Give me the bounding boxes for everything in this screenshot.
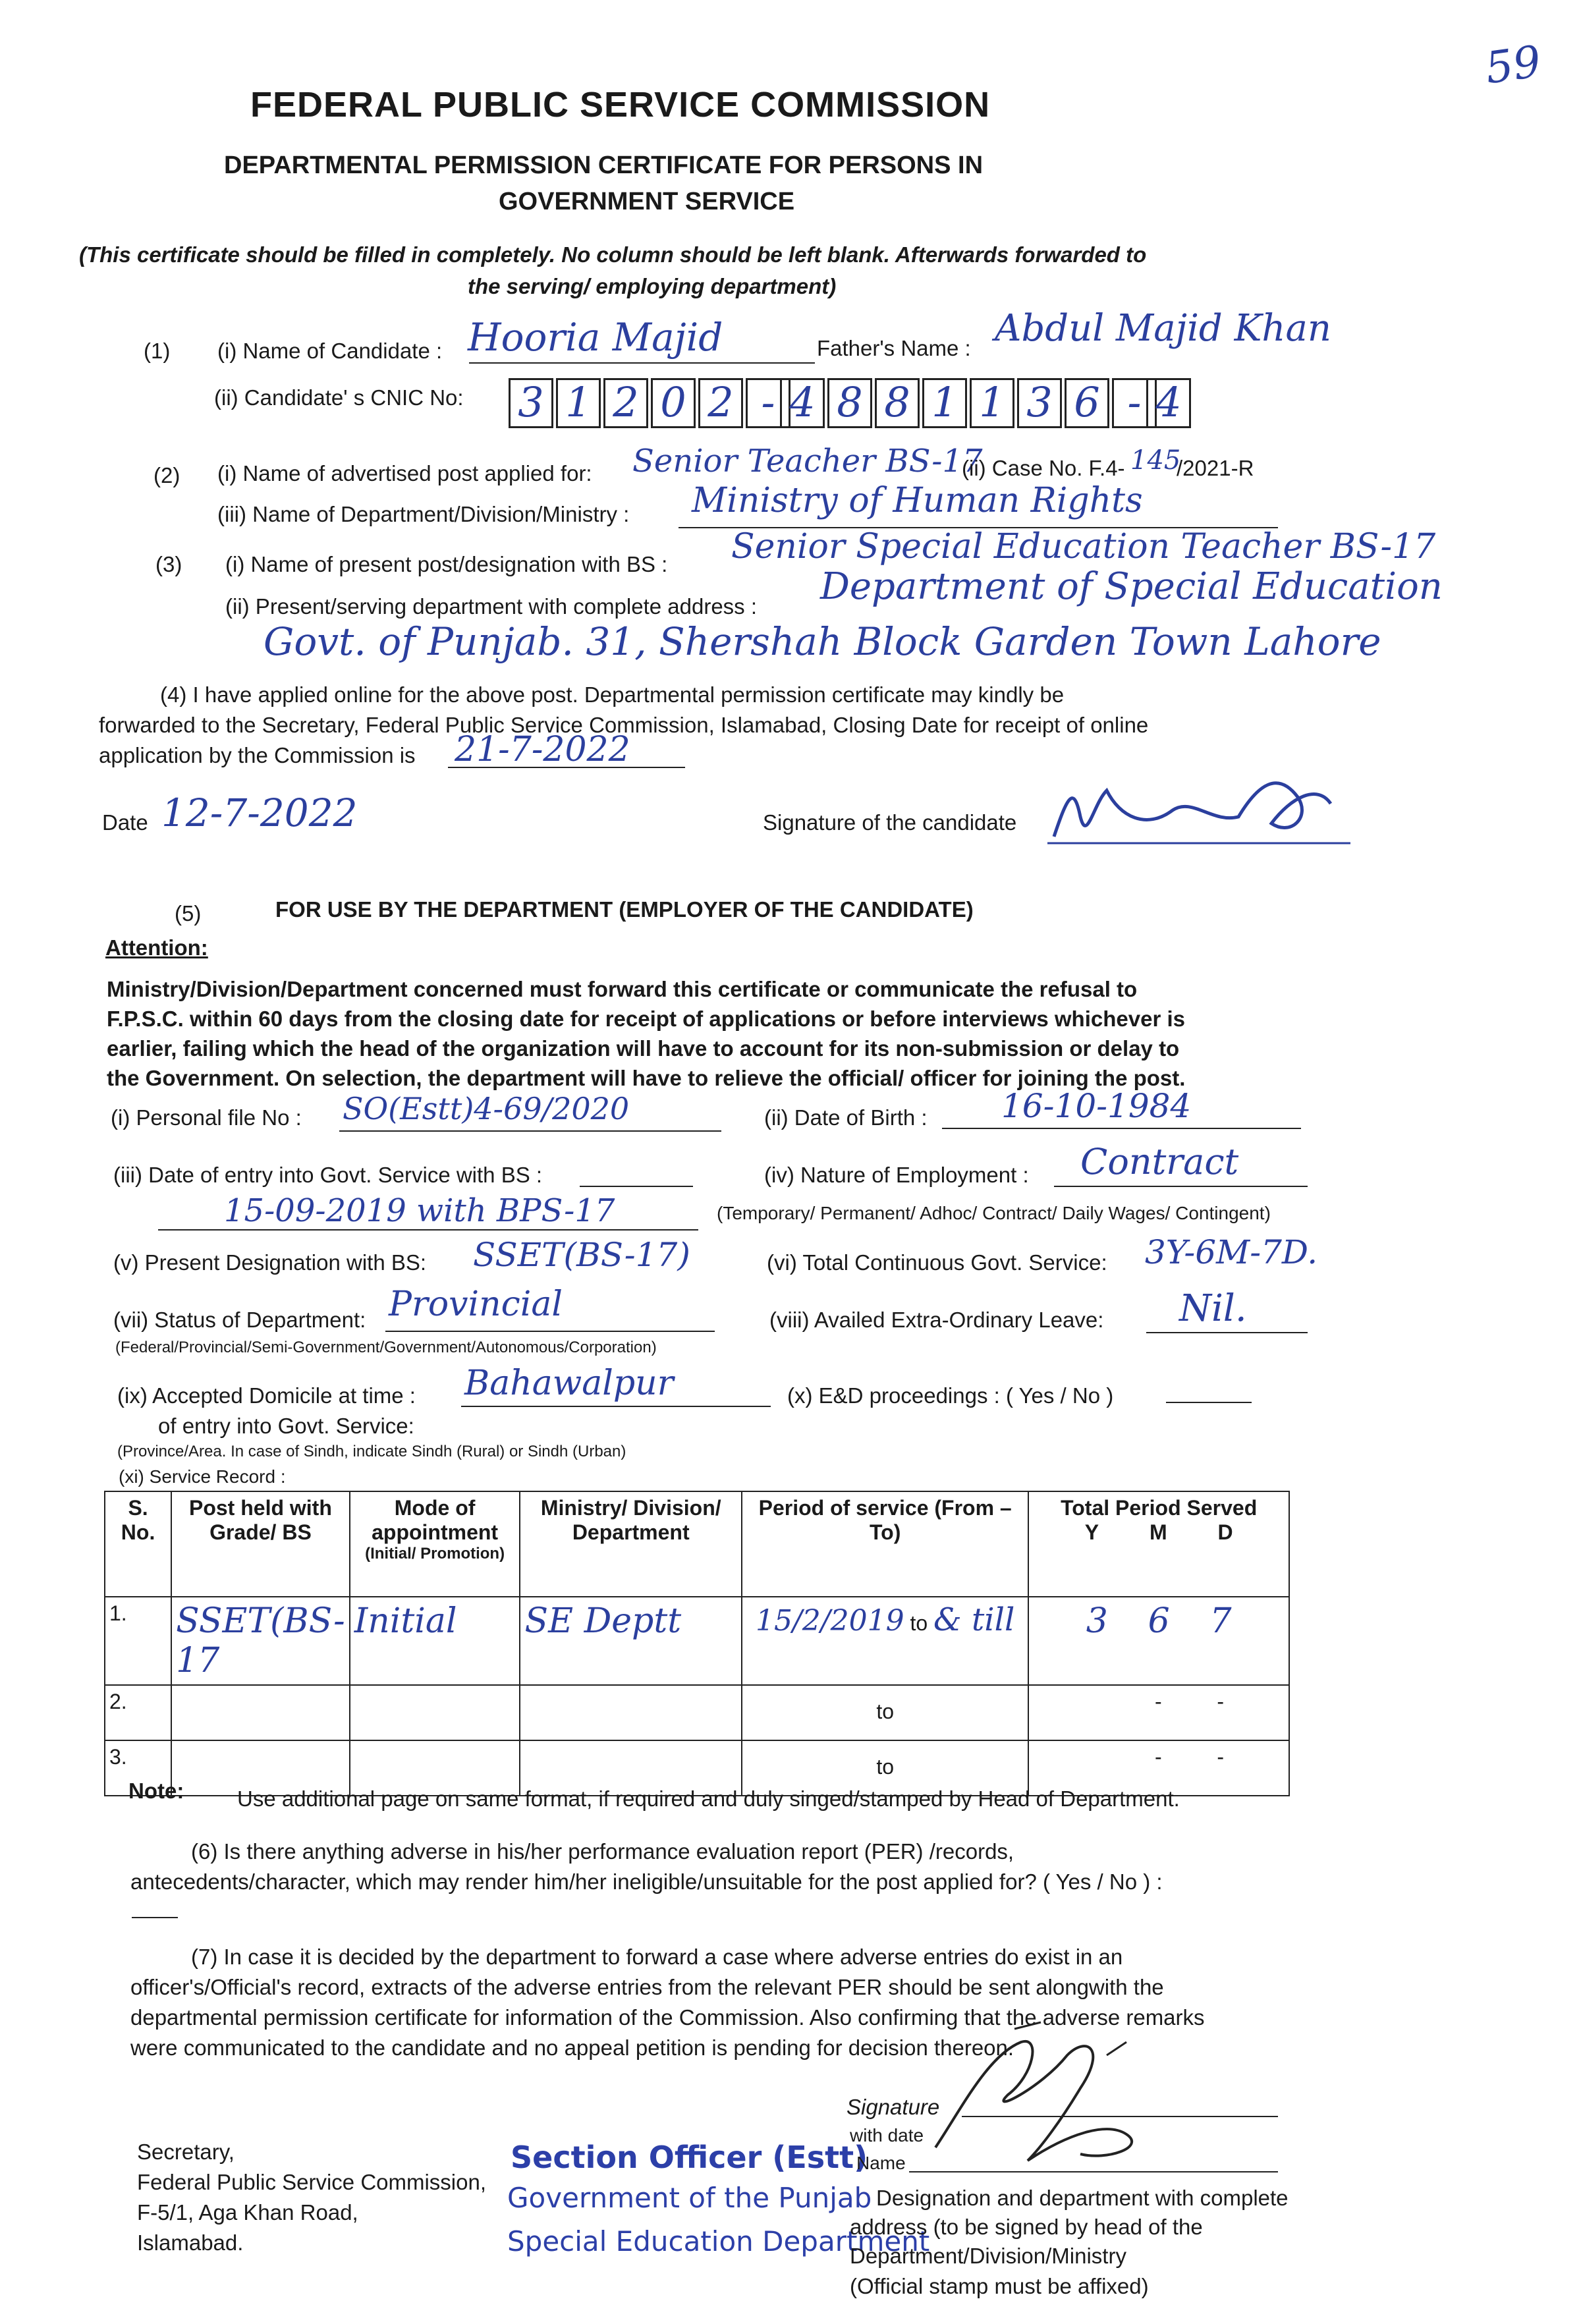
present-post-label: (i) Name of present post/designation with BS : <box>225 552 668 576</box>
designation-note-line1: Designation and department with complete <box>876 2186 1289 2210</box>
name-label: Name <box>856 2153 906 2173</box>
header-mode-sub: (Initial/ Promotion) <box>365 1545 505 1563</box>
cnic-digit: 3 <box>518 378 544 426</box>
header-d: D <box>1217 1520 1233 1544</box>
advertised-post-value: Senior Teacher BS-17 <box>632 443 983 480</box>
section7-line2: officer's/Official's record, extracts of the adverse entries from the relevant PER should be sent alongwith the <box>130 1975 1164 1999</box>
period-from: 15/2/2019 <box>755 1604 904 1638</box>
address-fpsc: Federal Public Service Commission, <box>137 2170 487 2194</box>
section1-number: (1) <box>144 339 171 363</box>
entry-date-line-top <box>580 1186 693 1187</box>
personal-file-value: SO(Estt)4-69/2020 <box>343 1091 630 1126</box>
eol-line <box>1146 1332 1308 1333</box>
status-line <box>385 1331 715 1332</box>
total-service-value: 3Y-6M-7D. <box>1145 1233 1318 1271</box>
cnic-label: (ii) Candidate' s CNIC No: <box>214 385 464 410</box>
cnic-digit: 8 <box>884 378 910 426</box>
total-m: - <box>1154 1745 1162 1769</box>
service-record-label: (xi) Service Record : <box>119 1466 286 1487</box>
section6-line <box>132 1917 178 1918</box>
date-label: Date <box>102 810 148 835</box>
department-value: Ministry of Human Rights <box>692 481 1143 520</box>
cnic-digit: 0 <box>660 378 686 426</box>
section7-line4: were communicated to the candidate and no appeal petition is pending for decision thereon. <box>130 2035 1014 2060</box>
period-to-label: to <box>904 1611 934 1635</box>
ed-proceedings-label: (x) E&D proceedings : ( Yes / No ) <box>787 1383 1114 1408</box>
designation-value: SSET(BS-17) <box>473 1236 690 1274</box>
address-secretary: Secretary, <box>137 2140 235 2164</box>
section4-line1: (4) I have applied online for the above post. Departmental permission certificate may kindly be <box>160 682 1065 707</box>
section4-line3: application by the Commission is <box>99 743 416 767</box>
total-d: - <box>1217 1690 1225 1713</box>
status-value: Provincial <box>389 1285 563 1324</box>
entry-date-line <box>158 1229 698 1231</box>
cnic-dash: - <box>761 378 775 426</box>
cell-ministry: SE Deptt <box>520 1597 742 1685</box>
personal-file-line <box>339 1130 721 1132</box>
designation-note-line2: address (to be signed by head of the <box>850 2215 1203 2239</box>
period-to-label: to <box>876 1755 894 1779</box>
domicile-line <box>461 1406 771 1407</box>
cnic-digit: 1 <box>979 378 1005 426</box>
total-service-label: (vi) Total Continuous Govt. Service: <box>767 1250 1107 1275</box>
note-text: Use additional page on same format, if required and duly singed/stamped by Head of Department. <box>237 1786 1180 1811</box>
cell-period <box>742 1597 1028 1685</box>
table-header-row <box>105 1491 1289 1597</box>
candidate-name-value: Hooria Majid <box>468 315 723 360</box>
officer-signature <box>909 2016 1186 2174</box>
header-total-label: Total Period Served <box>1061 1496 1258 1520</box>
cnic-digit: 1 <box>565 378 592 426</box>
header-mode <box>350 1491 520 1597</box>
case-number-label: (ii) Case No. F.4- <box>962 456 1125 480</box>
dob-label: (ii) Date of Birth : <box>764 1105 928 1130</box>
cell-sno: 2. <box>105 1685 171 1740</box>
header-total <box>1028 1491 1289 1597</box>
cell-total <box>1028 1597 1289 1685</box>
section4-line2: forwarded to the Secretary, Federal Public Service Commission, Islamabad, Closing Date for receipt of online <box>99 713 1149 737</box>
header-period: Period of service (From – To) <box>742 1491 1028 1597</box>
section6-line2: antecedents/character, which may render him/her ineligible/unsuitable for the post applied for? ( Yes / No ) : <box>130 1869 1163 1894</box>
cnic-digit: 6 <box>1074 378 1100 426</box>
section2-number: (2) <box>153 463 180 487</box>
domicile-label2: of entry into Govt. Service: <box>158 1414 414 1438</box>
entry-date-label: (iii) Date of entry into Govt. Service with BS : <box>113 1163 543 1187</box>
address-city: Islamabad. <box>137 2230 244 2255</box>
section5-number: (5) <box>175 901 202 926</box>
with-date-label: with date <box>850 2125 924 2145</box>
cnic-digit: 4 <box>1155 378 1182 426</box>
candidate-signature <box>1041 744 1357 856</box>
designation-label: (v) Present Designation with BS: <box>113 1250 427 1275</box>
personal-file-label: (i) Personal file No : <box>111 1105 302 1130</box>
section3-number: (3) <box>155 552 182 576</box>
address-value-line1: Department of Special Education <box>820 565 1443 608</box>
stamp-department: Special Education Department <box>507 2225 930 2257</box>
ed-line <box>1166 1402 1252 1403</box>
nature-label: (iv) Nature of Employment : <box>764 1163 1029 1187</box>
cell-post: SSET(BS-17 <box>171 1597 350 1685</box>
candidate-name-label: (i) Name of Candidate : <box>217 339 443 363</box>
total-d: 7 <box>1209 1601 1232 1641</box>
address-value-line2: Govt. of Punjab. 31, Shershah Block Garden Town Lahore <box>264 619 1381 664</box>
certificate-title-line2: GOVERNMENT SERVICE <box>499 188 795 215</box>
designation-note-line3: Department/Division/Ministry <box>850 2244 1126 2268</box>
total-m: 6 <box>1148 1601 1170 1641</box>
nature-options: (Temporary/ Permanent/ Adhoc/ Contract/ Daily Wages/ Contingent) <box>717 1203 1271 1223</box>
domicile-note: (Province/Area. In case of Sindh, indicate Sindh (Rural) or Sindh (Urban) <box>117 1443 626 1460</box>
cell-post <box>171 1685 350 1740</box>
cnic-digit: 4 <box>789 378 816 426</box>
cell-ministry <box>520 1685 742 1740</box>
cnic-digit: 8 <box>837 378 863 426</box>
candidate-name-line <box>469 362 815 364</box>
eol-label: (viii) Availed Extra-Ordinary Leave: <box>769 1308 1104 1332</box>
instruction-line1: (This certificate should be filled in completely. No column should be left blank. Afterwards forwarded to <box>79 242 1147 267</box>
status-options: (Federal/Provincial/Semi-Government/Government/Autonomous/Corporation) <box>115 1339 657 1356</box>
advertised-post-label: (i) Name of advertised post applied for: <box>217 461 592 485</box>
cell-period <box>742 1685 1028 1740</box>
total-m: - <box>1154 1690 1162 1713</box>
cell-sno: 3. <box>105 1740 171 1796</box>
header-ministry: Ministry/ Division/ Department <box>520 1491 742 1597</box>
attention-label: Attention: <box>105 935 208 960</box>
attention-line1: Ministry/Division/Department concerned must forward this certificate or communicate the refusal to <box>107 977 1138 1001</box>
total-y <box>1094 1690 1099 1714</box>
header-mode-label: Mode of appointment <box>372 1496 499 1544</box>
domicile-label: (ix) Accepted Domicile at time : <box>117 1383 416 1408</box>
page-title: FEDERAL PUBLIC SERVICE COMMISSION <box>250 85 991 124</box>
total-y: 3 <box>1086 1601 1108 1641</box>
section6-line1: (6) Is there anything adverse in his/her performance evaluation report (PER) /records, <box>191 1839 1014 1864</box>
date-value: 12-7-2022 <box>161 790 358 835</box>
attention-line2: F.P.S.C. within 60 days from the closing date for receipt of applications or before interviews whichever is <box>107 1007 1185 1031</box>
address-label: (ii) Present/serving department with complete address : <box>225 594 758 619</box>
section7-line1: (7) In case it is decided by the department to forward a case where adverse entries do exist in an <box>191 1945 1123 1969</box>
designation-note-line4: (Official stamp must be affixed) <box>850 2274 1149 2298</box>
cell-mode <box>350 1685 520 1740</box>
case-number-suffix: /2021-R <box>1177 456 1254 480</box>
cell-total <box>1028 1685 1289 1740</box>
total-d: - <box>1217 1745 1225 1769</box>
period-to-label: to <box>876 1700 894 1723</box>
father-name-label: Father's Name : <box>817 336 971 360</box>
attention-line4: the Government. On selection, the department will have to relieve the official/ officer for joining the post. <box>107 1066 1186 1090</box>
page-number: 59 <box>1482 36 1544 94</box>
cnic-digit: 2 <box>707 378 734 426</box>
table-row <box>105 1685 1289 1740</box>
eol-value: Nil. <box>1179 1287 1247 1330</box>
note-label: Note: <box>128 1779 184 1803</box>
cnic-digit: 1 <box>931 378 958 426</box>
status-label: (vii) Status of Department: <box>113 1308 366 1332</box>
signature-candidate-label: Signature of the candidate <box>763 810 1017 835</box>
department-label: (iii) Name of Department/Division/Ministry : <box>217 502 630 526</box>
cnic-digit: 3 <box>1026 378 1053 426</box>
stamp-government: Government of the Punjab <box>507 2182 872 2214</box>
father-name-value: Abdul Majid Khan <box>995 307 1331 350</box>
instruction-line2: the serving/ employing department) <box>468 274 837 298</box>
header-m: M <box>1149 1520 1167 1544</box>
attention-line3: earlier, failing which the head of the organization will have to account for its non-submission or delay to <box>107 1036 1180 1061</box>
domicile-value: Bahawalpur <box>464 1364 674 1403</box>
header-sno: S. No. <box>105 1491 171 1597</box>
dob-value: 16-10-1984 <box>1001 1087 1192 1125</box>
period-till: & till <box>933 1601 1015 1638</box>
certificate-title-line1: DEPARTMENTAL PERMISSION CERTIFICATE FOR PERSONS IN <box>224 152 984 179</box>
present-post-value: Senior Special Education Teacher BS-17 <box>731 527 1436 567</box>
section7-line3: departmental permission certificate for information of the Commission. Also confirming that the adverse remarks <box>130 2005 1205 2030</box>
service-record-table <box>104 1491 1290 1796</box>
section5-heading: FOR USE BY THE DEPARTMENT (EMPLOYER OF THE CANDIDATE) <box>275 897 974 922</box>
case-number-value: 145 <box>1130 445 1181 476</box>
entry-date-value: 15-09-2019 with BPS-17 <box>224 1192 615 1229</box>
cell-mode: Initial <box>350 1597 520 1685</box>
header-y: Y <box>1084 1520 1099 1544</box>
nature-value: Contract <box>1080 1141 1239 1182</box>
closing-date-value: 21-7-2022 <box>455 730 630 769</box>
dob-line <box>942 1128 1301 1129</box>
total-y <box>1094 1745 1099 1769</box>
stamp-section-officer: Section Officer (Estt) <box>511 2140 868 2175</box>
cnic-dash: - <box>1127 378 1142 426</box>
nature-line <box>1054 1186 1308 1187</box>
cnic-digit: 2 <box>613 378 639 426</box>
closing-date-line <box>448 767 685 768</box>
signature-label: Signature <box>846 2095 940 2119</box>
address-road: F-5/1, Aga Khan Road, <box>137 2200 358 2225</box>
table-row <box>105 1597 1289 1685</box>
header-post: Post held with Grade/ BS <box>171 1491 350 1597</box>
cell-sno: 1. <box>105 1597 171 1685</box>
